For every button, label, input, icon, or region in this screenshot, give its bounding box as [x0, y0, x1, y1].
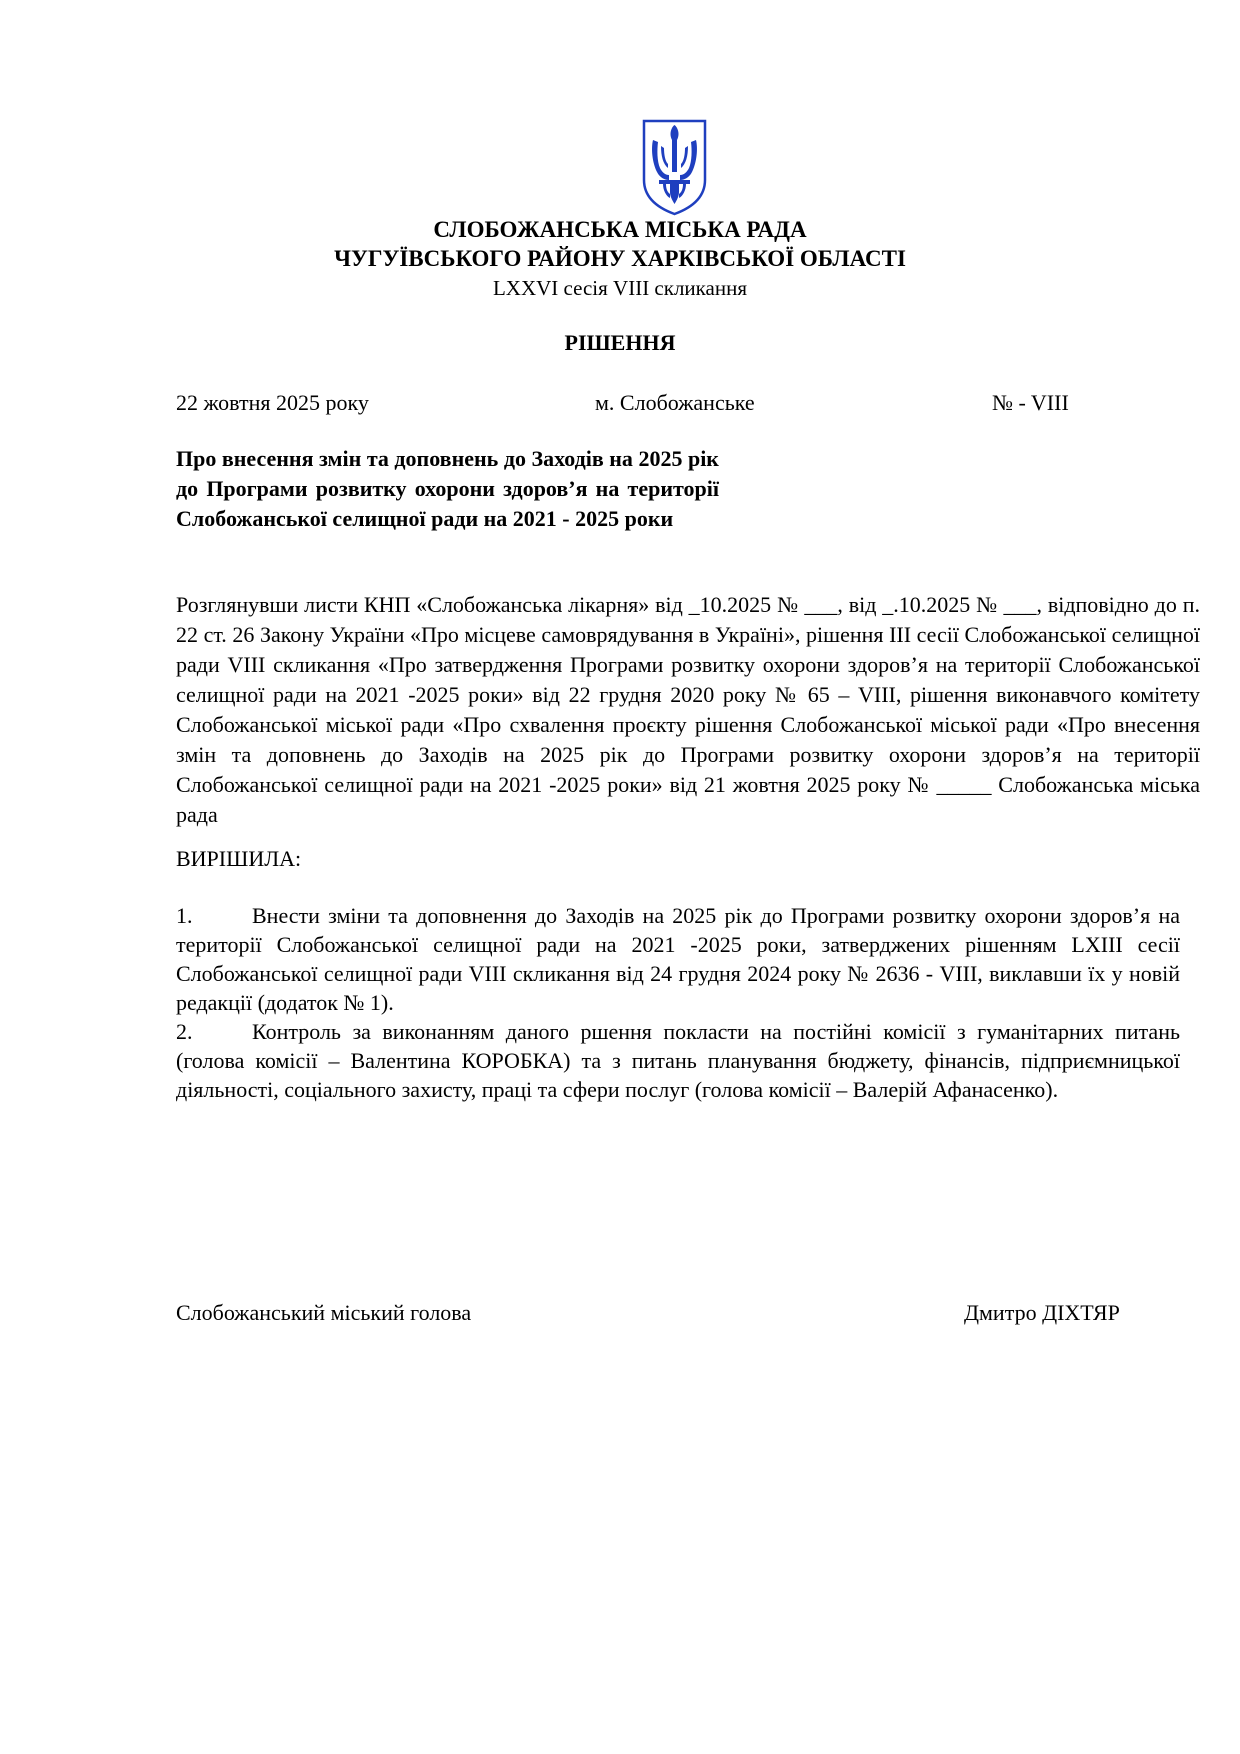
item-number: 1. — [176, 903, 193, 928]
decision-items — [176, 901, 1180, 1104]
signatory-name: Дмитро ДІХТЯР — [964, 1300, 1120, 1325]
decided-heading: ВИРІШИЛА: — [176, 846, 302, 871]
decision-subject: Про внесення змін та доповнень до Заходів на 2025 рік до Програми розвитку охорони здоров’я на території Слобожанської селищної ради на 2021 - 2025 роки — [176, 446, 719, 531]
session-info: LXXVI сесія VIII скликання — [492, 276, 748, 300]
decision-item-2 — [176, 1017, 1180, 1104]
district-name: ЧУГУЇВСЬКОГО РАЙОНУ ХАРКІВСЬКОЇ ОБЛАСТІ — [334, 246, 906, 271]
item-number: 2. — [176, 1019, 193, 1044]
trident-emblem-icon — [641, 118, 708, 216]
decision-number: № - VIII — [992, 390, 1069, 415]
coat-of-arms-svg — [641, 118, 708, 216]
item-text: Контроль за виконанням даного ршення покласти на постійні комісії з гуманітарних питань (голова комісії – Валентина КОРОБКА) та з питань планування бюджету, фінансів, підприємницької діяльності, соціального захисту, праці та сфери послуг (голова комісії – Валерій Афанасенко). — [176, 1019, 1180, 1102]
decision-date: 22 жовтня 2025 року — [176, 390, 369, 415]
document-type: РІШЕННЯ — [564, 330, 676, 355]
item-text: Внести зміни та доповнення до Заходів на 2025 рік до Програми розвитку охорони здоров’я на території Слобожанської селищної ради на 2021 -2025 роки, затверджених рішенням LXIII сесії Слобожанської селищної ради VIII скликання від 24 грудня 2024 року № 2636 - VIII, виклавши їх у новій редакції (додаток № 1). — [176, 903, 1180, 1015]
decision-item-1 — [176, 901, 1180, 1017]
preamble-paragraph: Розглянувши листи КНП «Слобожанська лікарня» від _10.2025 № ___, від _.10.2025 № ___, відповідно до п. 22 ст. 26 Закону України «Про місцеве самоврядування в Україні», рішення ІІІ сесії Слобожанської селищної ради VIII скликання «Про затвердження Програми розвитку охорони здоров’я на території Слобожанської селищної ради на 2021 -2025 роки» від 22 грудня 2020 року № 65 – VIII, рішення виконавчого комітету Слобожанської міської ради «Про схвалення проєкту рішення Слобожанської міської ради «Про внесення змін та доповнень до Заходів на 2025 рік до Програми розвитку охорони здоров’я на території Слобожанської селищної ради на 2021 -2025 роки» від 21 жовтня 2025 року № _____ Слобожанська міська рада — [176, 592, 1200, 827]
council-name: СЛОБОЖАНСЬКА МІСЬКА РАДА — [433, 217, 807, 242]
decision-place: м. Слобожанське — [595, 390, 755, 415]
signatory-title: Слобожанський міський голова — [176, 1300, 472, 1325]
